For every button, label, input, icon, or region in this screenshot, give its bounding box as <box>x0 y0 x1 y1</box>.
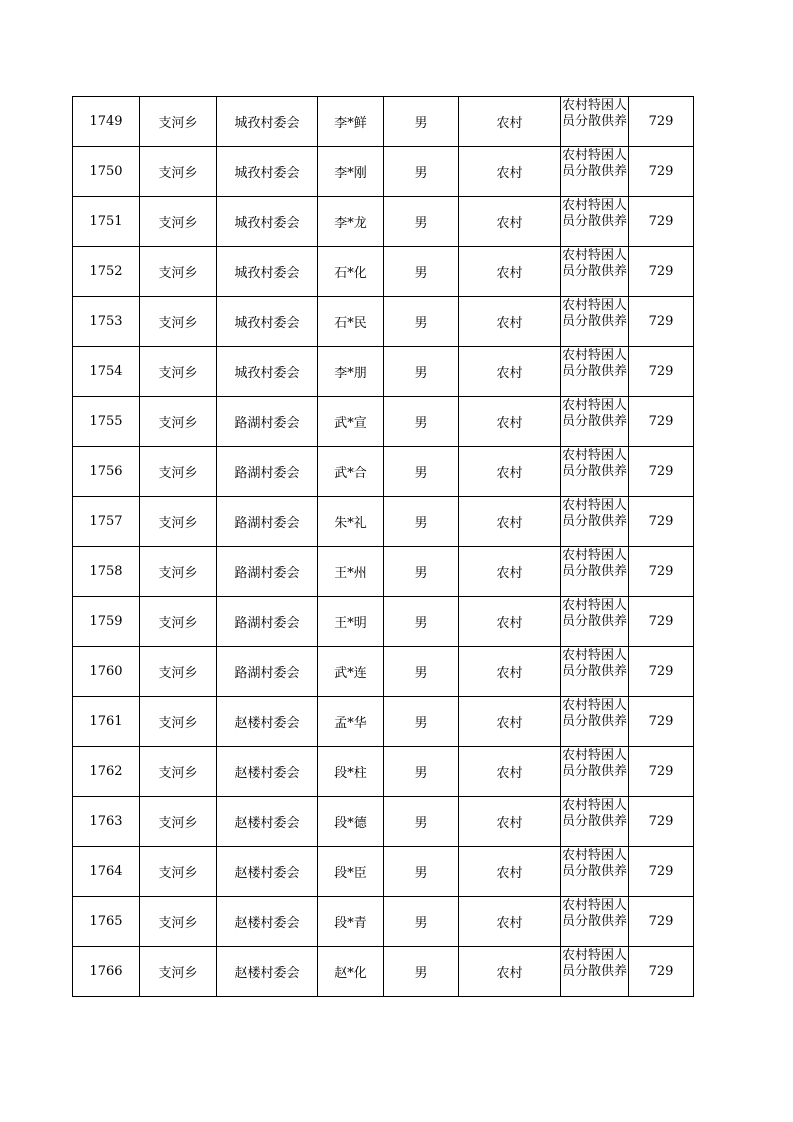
cell-serial-number: 1749 <box>73 97 140 147</box>
cell-village-committee: 路湖村委会 <box>217 397 318 447</box>
cell-support-category <box>561 247 629 297</box>
cell-amount: 729 <box>629 897 694 947</box>
table-row <box>73 747 694 797</box>
cell-township: 支河乡 <box>140 347 217 397</box>
table-row <box>73 647 694 697</box>
cell-residence-type: 农村 <box>459 347 561 397</box>
support-category-text: 农村特困人员分散供养 <box>561 548 627 579</box>
cell-support-category <box>561 797 629 847</box>
table-row <box>73 297 694 347</box>
cell-serial-number: 1766 <box>73 947 140 997</box>
cell-serial-number: 1752 <box>73 247 140 297</box>
support-category-text: 农村特困人员分散供养 <box>561 798 627 829</box>
cell-serial-number: 1753 <box>73 297 140 347</box>
cell-township: 支河乡 <box>140 297 217 347</box>
cell-village-committee: 城孜村委会 <box>217 147 318 197</box>
cell-person-name: 段*青 <box>318 897 384 947</box>
support-category-text: 农村特困人员分散供养 <box>561 848 627 879</box>
cell-amount: 729 <box>629 347 694 397</box>
cell-village-committee: 城孜村委会 <box>217 347 318 397</box>
cell-village-committee: 路湖村委会 <box>217 447 318 497</box>
cell-person-name: 武*合 <box>318 447 384 497</box>
support-category-text: 农村特困人员分散供养 <box>561 248 627 279</box>
support-category-text: 农村特困人员分散供养 <box>561 948 627 979</box>
cell-township: 支河乡 <box>140 147 217 197</box>
cell-support-category <box>561 547 629 597</box>
table-row <box>73 447 694 497</box>
cell-person-name: 石*化 <box>318 247 384 297</box>
cell-support-category <box>561 347 629 397</box>
cell-village-committee: 路湖村委会 <box>217 497 318 547</box>
table-row <box>73 347 694 397</box>
cell-amount: 729 <box>629 397 694 447</box>
cell-township: 支河乡 <box>140 197 217 247</box>
cell-serial-number: 1762 <box>73 747 140 797</box>
cell-township: 支河乡 <box>140 397 217 447</box>
cell-residence-type: 农村 <box>459 397 561 447</box>
cell-support-category <box>561 597 629 647</box>
table-row <box>73 797 694 847</box>
cell-person-name: 武*连 <box>318 647 384 697</box>
cell-serial-number: 1764 <box>73 847 140 897</box>
cell-amount: 729 <box>629 247 694 297</box>
cell-village-committee: 城孜村委会 <box>217 247 318 297</box>
cell-township: 支河乡 <box>140 247 217 297</box>
cell-village-committee: 赵楼村委会 <box>217 747 318 797</box>
cell-township: 支河乡 <box>140 447 217 497</box>
cell-amount: 729 <box>629 447 694 497</box>
cell-gender: 男 <box>384 497 459 547</box>
cell-gender: 男 <box>384 647 459 697</box>
cell-residence-type: 农村 <box>459 297 561 347</box>
cell-person-name: 王*明 <box>318 597 384 647</box>
cell-gender: 男 <box>384 247 459 297</box>
cell-residence-type: 农村 <box>459 747 561 797</box>
cell-serial-number: 1756 <box>73 447 140 497</box>
table-row <box>73 897 694 947</box>
table-row <box>73 547 694 597</box>
cell-village-committee: 城孜村委会 <box>217 297 318 347</box>
cell-gender: 男 <box>384 847 459 897</box>
cell-gender: 男 <box>384 447 459 497</box>
cell-serial-number: 1757 <box>73 497 140 547</box>
support-category-text: 农村特困人员分散供养 <box>561 748 627 779</box>
cell-support-category <box>561 197 629 247</box>
cell-support-category <box>561 397 629 447</box>
cell-gender: 男 <box>384 597 459 647</box>
cell-serial-number: 1759 <box>73 597 140 647</box>
cell-gender: 男 <box>384 97 459 147</box>
cell-person-name: 孟*华 <box>318 697 384 747</box>
cell-village-committee: 赵楼村委会 <box>217 947 318 997</box>
cell-serial-number: 1754 <box>73 347 140 397</box>
cell-support-category <box>561 897 629 947</box>
cell-support-category <box>561 147 629 197</box>
table-row <box>73 947 694 997</box>
cell-amount: 729 <box>629 947 694 997</box>
cell-serial-number: 1763 <box>73 797 140 847</box>
cell-village-committee: 赵楼村委会 <box>217 797 318 847</box>
cell-person-name: 赵*化 <box>318 947 384 997</box>
cell-township: 支河乡 <box>140 497 217 547</box>
table-row <box>73 847 694 897</box>
cell-gender: 男 <box>384 797 459 847</box>
cell-amount: 729 <box>629 497 694 547</box>
cell-township: 支河乡 <box>140 897 217 947</box>
cell-residence-type: 农村 <box>459 247 561 297</box>
cell-residence-type: 农村 <box>459 197 561 247</box>
cell-person-name: 朱*礼 <box>318 497 384 547</box>
cell-residence-type: 农村 <box>459 147 561 197</box>
cell-serial-number: 1761 <box>73 697 140 747</box>
cell-gender: 男 <box>384 197 459 247</box>
support-category-text: 农村特困人员分散供养 <box>561 298 627 329</box>
cell-residence-type: 农村 <box>459 547 561 597</box>
cell-amount: 729 <box>629 147 694 197</box>
cell-residence-type: 农村 <box>459 97 561 147</box>
support-category-text: 农村特困人员分散供养 <box>561 698 627 729</box>
cell-serial-number: 1758 <box>73 547 140 597</box>
cell-amount: 729 <box>629 197 694 247</box>
cell-township: 支河乡 <box>140 947 217 997</box>
table-row <box>73 597 694 647</box>
cell-village-committee: 赵楼村委会 <box>217 897 318 947</box>
cell-village-committee: 赵楼村委会 <box>217 697 318 747</box>
cell-gender: 男 <box>384 547 459 597</box>
cell-person-name: 段*德 <box>318 797 384 847</box>
cell-amount: 729 <box>629 297 694 347</box>
cell-township: 支河乡 <box>140 747 217 797</box>
cell-person-name: 段*臣 <box>318 847 384 897</box>
table-row <box>73 497 694 547</box>
table-row <box>73 697 694 747</box>
support-category-text: 农村特困人员分散供养 <box>561 448 627 479</box>
cell-residence-type: 农村 <box>459 447 561 497</box>
cell-gender: 男 <box>384 297 459 347</box>
table-row <box>73 197 694 247</box>
cell-township: 支河乡 <box>140 847 217 897</box>
cell-gender: 男 <box>384 947 459 997</box>
cell-village-committee: 路湖村委会 <box>217 597 318 647</box>
cell-amount: 729 <box>629 97 694 147</box>
cell-township: 支河乡 <box>140 97 217 147</box>
cell-amount: 729 <box>629 797 694 847</box>
cell-amount: 729 <box>629 547 694 597</box>
cell-village-committee: 路湖村委会 <box>217 647 318 697</box>
cell-village-committee: 赵楼村委会 <box>217 847 318 897</box>
cell-serial-number: 1765 <box>73 897 140 947</box>
cell-support-category <box>561 97 629 147</box>
support-category-text: 农村特困人员分散供养 <box>561 148 627 179</box>
cell-support-category <box>561 697 629 747</box>
cell-residence-type: 农村 <box>459 847 561 897</box>
cell-support-category <box>561 847 629 897</box>
support-category-text: 农村特困人员分散供养 <box>561 398 627 429</box>
cell-township: 支河乡 <box>140 647 217 697</box>
cell-gender: 男 <box>384 347 459 397</box>
cell-support-category <box>561 947 629 997</box>
cell-serial-number: 1755 <box>73 397 140 447</box>
cell-person-name: 李*朋 <box>318 347 384 397</box>
cell-gender: 男 <box>384 897 459 947</box>
support-category-text: 农村特困人员分散供养 <box>561 498 627 529</box>
cell-person-name: 李*龙 <box>318 197 384 247</box>
cell-support-category <box>561 297 629 347</box>
cell-gender: 男 <box>384 397 459 447</box>
cell-residence-type: 农村 <box>459 497 561 547</box>
cell-person-name: 武*宣 <box>318 397 384 447</box>
cell-person-name: 石*民 <box>318 297 384 347</box>
cell-person-name: 段*柱 <box>318 747 384 797</box>
cell-support-category <box>561 497 629 547</box>
cell-support-category <box>561 447 629 497</box>
cell-residence-type: 农村 <box>459 647 561 697</box>
cell-amount: 729 <box>629 597 694 647</box>
cell-gender: 男 <box>384 147 459 197</box>
support-category-text: 农村特困人员分散供养 <box>561 898 627 929</box>
cell-residence-type: 农村 <box>459 947 561 997</box>
cell-township: 支河乡 <box>140 597 217 647</box>
cell-residence-type: 农村 <box>459 897 561 947</box>
support-category-text: 农村特困人员分散供养 <box>561 598 627 629</box>
cell-township: 支河乡 <box>140 797 217 847</box>
cell-support-category <box>561 647 629 697</box>
cell-village-committee: 城孜村委会 <box>217 97 318 147</box>
cell-serial-number: 1760 <box>73 647 140 697</box>
roster-table <box>72 96 694 997</box>
cell-serial-number: 1751 <box>73 197 140 247</box>
support-category-text: 农村特困人员分散供养 <box>561 348 627 379</box>
table-row <box>73 147 694 197</box>
cell-gender: 男 <box>384 697 459 747</box>
cell-township: 支河乡 <box>140 547 217 597</box>
cell-person-name: 李*刚 <box>318 147 384 197</box>
cell-amount: 729 <box>629 747 694 797</box>
support-category-text: 农村特困人员分散供养 <box>561 198 627 229</box>
cell-person-name: 王*州 <box>318 547 384 597</box>
cell-support-category <box>561 747 629 797</box>
cell-amount: 729 <box>629 847 694 897</box>
cell-village-committee: 城孜村委会 <box>217 197 318 247</box>
support-category-text: 农村特困人员分散供养 <box>561 98 627 129</box>
cell-serial-number: 1750 <box>73 147 140 197</box>
cell-residence-type: 农村 <box>459 597 561 647</box>
table-row <box>73 97 694 147</box>
table-row <box>73 247 694 297</box>
support-category-text: 农村特困人员分散供养 <box>561 648 627 679</box>
cell-gender: 男 <box>384 747 459 797</box>
cell-residence-type: 农村 <box>459 797 561 847</box>
cell-residence-type: 农村 <box>459 697 561 747</box>
cell-township: 支河乡 <box>140 697 217 747</box>
cell-amount: 729 <box>629 647 694 697</box>
cell-person-name: 李*鲜 <box>318 97 384 147</box>
cell-village-committee: 路湖村委会 <box>217 547 318 597</box>
cell-amount: 729 <box>629 697 694 747</box>
table-row <box>73 397 694 447</box>
